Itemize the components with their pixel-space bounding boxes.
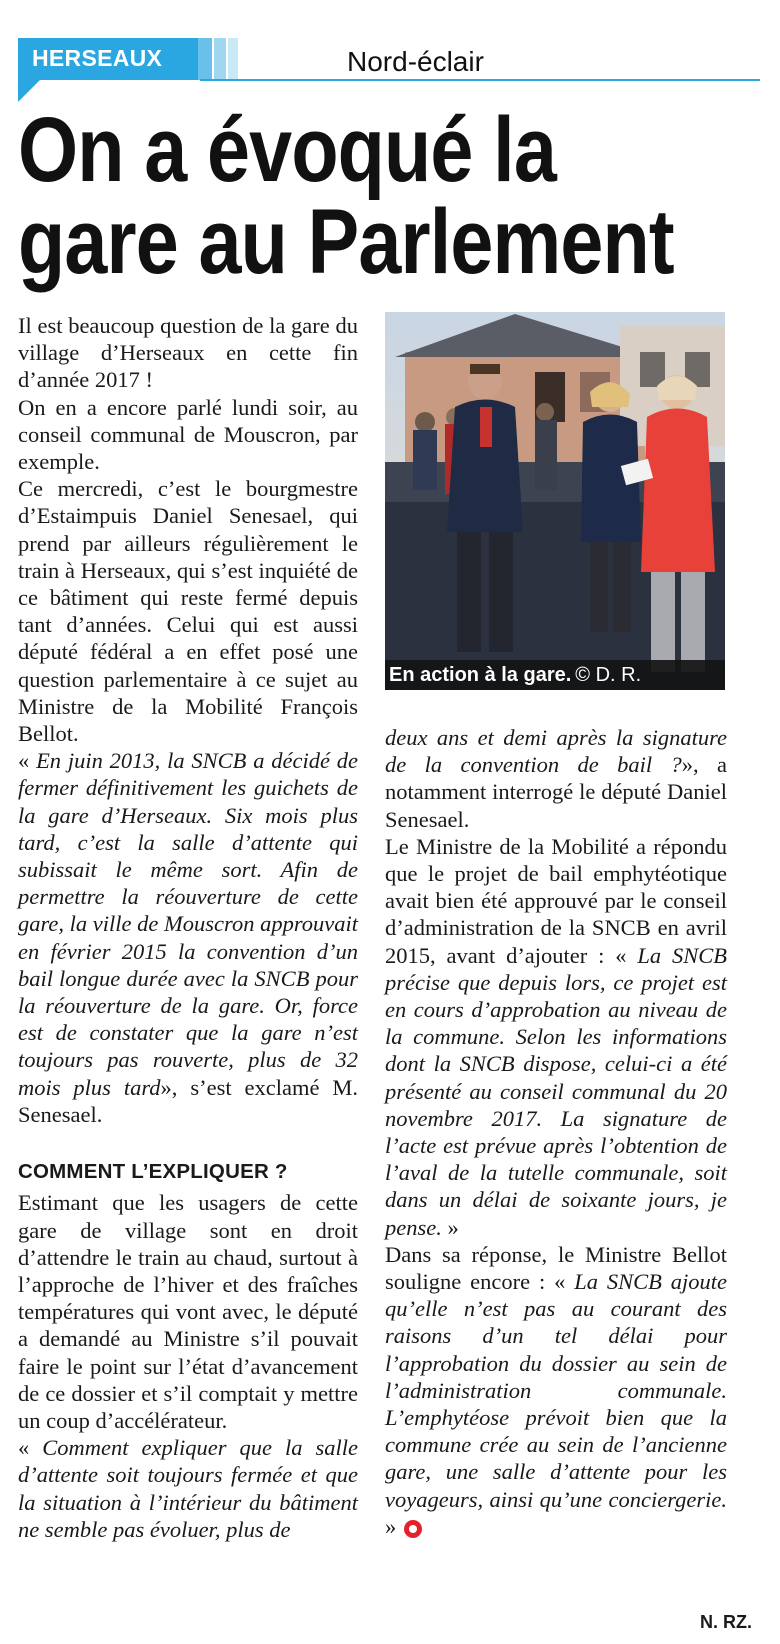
left-column — [18, 312, 358, 1543]
kicker-fade-block — [214, 38, 226, 80]
headline-line: On a évoqué la — [18, 99, 556, 201]
photo-caption — [385, 660, 725, 690]
paragraph-text: Dans sa réponse, le Ministre Bellot souligne encore : « — [385, 1241, 727, 1295]
author-byline: N. RZ. — [700, 1612, 752, 1632]
kicker-fade-block — [228, 38, 238, 80]
quote-open: « — [18, 748, 37, 774]
quote-close: » — [441, 1214, 459, 1240]
paragraph: On en a encore parlé lundi soir, au conseil communal de Mouscron, par exemple. — [18, 394, 358, 475]
quote-text: En juin 2013, la SNCB a décidé de fermer définitivement les guichets de la gare d’Herseaux. Six mois plus tard, c’est la salle d’attente qui subissait le même sort. Afin de permettre la réouverture de cette gare, la ville de Mouscron approuvait en février 2015 la convention d’un bail longue durée avec la SNCB pour la réouverture de la gare. Or, force est de constater que la gare n’est toujours pas rouverte, plus de 32 mois plus tard — [18, 748, 358, 1100]
quote-paragraph — [385, 724, 727, 833]
section-kicker — [18, 38, 198, 80]
paragraph — [385, 1241, 727, 1540]
subheading: COMMENT L’EXPLIQUER ? — [18, 1160, 288, 1184]
kicker-fade-block — [198, 38, 212, 80]
quote-text: La SNCB précise que depuis lors, ce projet est en cours d’approbation au niveau de la commune. Selon les informations dont la SNCB dispose, celui-ci a été présenté au conseil communal du 20 novembre 2017. La signature de l’acte est prévue après l’obtention de l’aval de la tutelle communale, soit dans un délai de soixante jours, je pense. — [385, 942, 727, 1240]
paragraph: Estimant que les usagers de cette gare de village sont en droit d’attendre le train au chaud, surtout à l’approche de l’hiver et des fraîches températures qui vont avec, le député a demandé au Ministre s’il pouvait faire le point sur l’état d’avancement de ce dossier et s’il comptait y mettre un coup d’accélérateur. — [18, 1190, 358, 1433]
article-headline — [18, 99, 674, 293]
newspaper-name: Nord-éclair — [347, 46, 484, 77]
photo-credit: © D. R. — [575, 664, 642, 686]
quote-attribution: », a notamment interrogé le député Daniel Senesael. — [385, 752, 727, 832]
article-end-mark-icon — [404, 1520, 422, 1538]
paragraph: Ce mercredi, c’est le bourgmestre d’Estaimpuis Daniel Senesael, qui prend par ailleurs régulièrement le train à Herseaux, qui s’est inquiété de ce bâtiment qui reste fermé depuis tant d’années. Celui qui est aussi député fédéral a en effet posé une question parlementaire à ce sujet au Ministre de la Mobilité François Bellot. — [18, 476, 358, 747]
right-column — [385, 724, 727, 1540]
article-photo — [385, 312, 725, 690]
quote-paragraph — [18, 747, 358, 1128]
header-rule — [200, 79, 760, 81]
quote-open: « — [18, 1435, 43, 1461]
quote-text: La SNCB ajoute qu’elle n’est pas au courant des raisons d’un tel délai pour l’approbation du dossier au sein de l’administration communale. L’emphytéose prévoit bien que la commune crée au sein de l’ancienne gare, une salle d’attente pour les voyageurs, ainsi qu’une conciergerie. — [385, 1269, 728, 1512]
quote-paragraph — [18, 1434, 358, 1543]
quote-attribution: », s’est exclamé M. Senesael. — [18, 1074, 358, 1127]
caption-text: En action à la gare. — [389, 664, 572, 686]
paragraph — [385, 833, 727, 1241]
quote-text: deux ans et demi après la signature de la convention de bail ? — [385, 725, 727, 778]
paragraph: Il est beaucoup question de la gare du village d’Herseaux en cette fin d’année 2017 ! — [18, 313, 358, 393]
paragraph-text: Le Ministre de la Mobilité a répondu que le projet de bail emphytéotique avait bien été approuvé par le conseil d’administration de la SNCB en avril 2015, avant d’ajouter : « — [385, 833, 727, 968]
headline-line: gare au Parlement — [18, 191, 674, 293]
quote-text: Comment expliquer que la salle d’attente soit toujours fermée et que la situation à l’intérieur du bâtiment ne semble pas évoluer, plus de — [18, 1435, 358, 1542]
quote-close: » — [385, 1513, 397, 1539]
section-label: HERSEAUX — [32, 45, 163, 71]
